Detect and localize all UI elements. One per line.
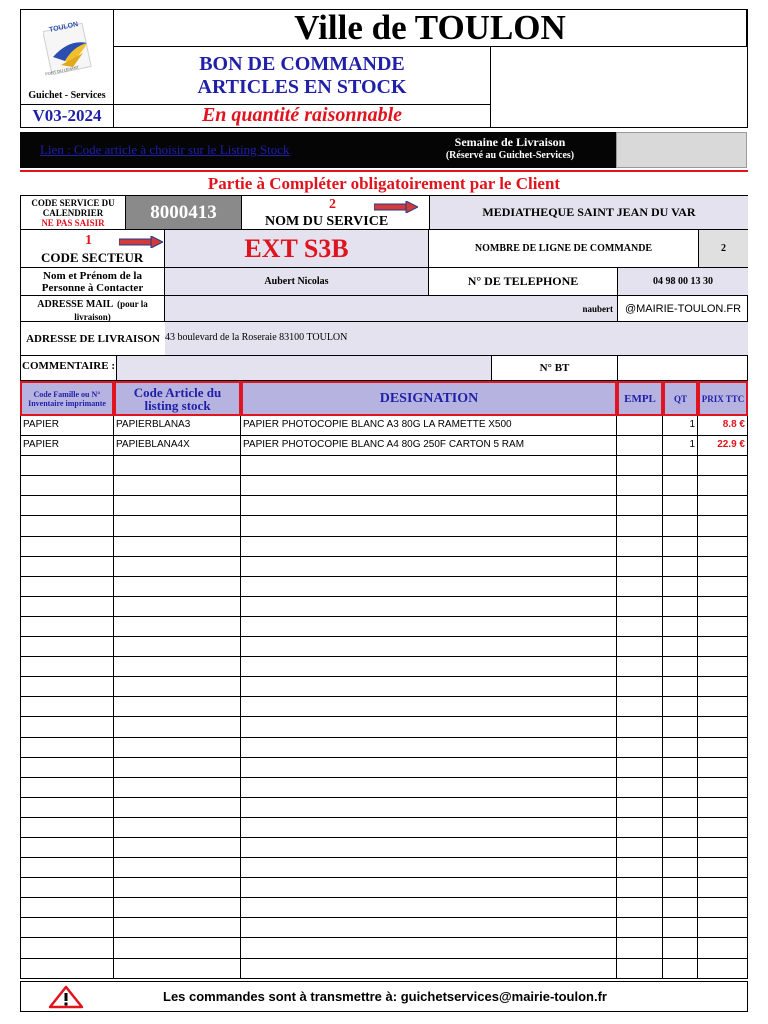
email-label-note: (pour la livraison) [74,299,148,322]
code-article-cell[interactable]: PAPIERBLANA3 [114,416,241,435]
table-row [20,657,748,677]
prix-cell[interactable] [698,918,748,937]
qt-cell[interactable] [663,637,698,656]
comment-label: COMMENTAIRE : [21,356,117,380]
table-row [20,738,748,758]
table-row [20,496,748,516]
code-article-cell[interactable] [114,697,241,716]
table-row [20,858,748,878]
column-header-famille: Code Famille ou N° Inventaire imprimante [20,381,114,416]
famille-cell[interactable] [20,898,114,917]
famille-cell[interactable] [20,878,114,897]
code-article-cell[interactable] [114,938,241,957]
designation-cell[interactable] [241,838,617,857]
prix-cell[interactable] [698,858,748,877]
code-article-cell[interactable] [114,918,241,937]
table-row [20,537,748,557]
column-header-prix: PRIX TTC [698,381,748,416]
table-row [20,577,748,597]
famille-cell[interactable] [20,617,114,636]
address-label: ADRESSE DE LIVRAISON [21,322,165,356]
code-article-cell[interactable] [114,537,241,556]
table-row [20,456,748,476]
table-row [20,838,748,858]
qt-cell[interactable] [663,597,698,616]
table-row [20,476,748,496]
empl-cell[interactable] [617,758,663,777]
famille-cell[interactable] [20,717,114,736]
designation-cell[interactable] [241,537,617,556]
famille-cell[interactable] [20,476,114,495]
qt-cell[interactable] [663,959,698,978]
red-divider [20,170,748,172]
comment-input[interactable] [117,356,492,380]
famille-cell[interactable] [20,938,114,957]
empl-cell[interactable] [617,436,663,455]
designation-cell[interactable] [241,496,617,515]
code-article-cell[interactable] [114,878,241,897]
line-count-value[interactable]: 2 [699,230,748,268]
qt-cell[interactable] [663,717,698,736]
table-row [20,637,748,657]
designation-cell[interactable] [241,758,617,777]
prix-cell[interactable] [698,637,748,656]
empl-cell[interactable] [617,898,663,917]
designation-cell[interactable] [241,456,617,475]
famille-cell[interactable]: PAPIER [20,436,114,455]
empl-cell[interactable] [617,878,663,897]
email-user-field[interactable] [165,296,618,322]
table-row [20,677,748,697]
famille-cell[interactable] [20,818,114,837]
prix-cell[interactable]: 22.9 € [698,436,748,455]
empl-cell[interactable] [617,557,663,576]
designation-cell[interactable] [241,697,617,716]
table-row [20,697,748,717]
qt-cell[interactable] [663,617,698,636]
table-row [20,516,748,536]
prix-cell[interactable] [698,677,748,696]
code-article-cell[interactable] [114,838,241,857]
code-article-cell[interactable] [114,637,241,656]
qt-cell[interactable] [663,657,698,676]
qt-cell[interactable] [663,838,698,857]
empl-cell[interactable] [617,617,663,636]
prix-cell[interactable] [698,597,748,616]
table-header [20,381,748,416]
code-service-value: 8000413 [126,196,242,230]
right-border [747,9,748,128]
column-header-empl: EMPL [617,381,663,416]
stock-link-bar [20,132,616,168]
designation-cell[interactable] [241,778,617,797]
designation-cell[interactable] [241,959,617,978]
logo-tagline: PORT DU LEVANT [44,64,80,77]
prix-cell[interactable] [698,456,748,475]
designation-cell[interactable] [241,798,617,817]
document-subtitle: En quantité raisonnable [113,104,491,128]
contact-value[interactable]: Aubert Nicolas [165,268,429,296]
sector-value[interactable]: EXT S3B [165,230,429,268]
table-row [20,557,748,577]
prix-cell[interactable] [698,697,748,716]
footer [20,981,748,1012]
document-title-line1: BON DE COMMANDE [199,52,405,75]
famille-cell[interactable] [20,577,114,596]
famille-cell[interactable] [20,918,114,937]
empl-cell[interactable] [617,537,663,556]
prix-cell[interactable] [698,838,748,857]
delivery-week-note: (Réservé au Guichet-Services) [445,150,575,161]
qt-cell[interactable] [663,758,698,777]
famille-cell[interactable] [20,838,114,857]
designation-cell[interactable] [241,677,617,696]
email-domain: @MAIRIE-TOULON.FR [618,296,748,322]
delivery-week-input[interactable] [616,132,747,168]
sector-text: CODE SECTEUR [41,250,144,265]
delivery-week-label [410,136,610,162]
empl-cell[interactable] [617,959,663,978]
prix-cell[interactable] [698,898,748,917]
designation-cell[interactable] [241,738,617,757]
empl-cell[interactable] [617,677,663,696]
step-2-number: 2 [329,197,336,212]
qt-cell[interactable] [663,456,698,475]
service-name-label [242,196,429,230]
code-service-label [21,196,126,230]
table-row [20,758,748,778]
document-title-line2: ARTICLES EN STOCK [197,75,407,98]
prix-cell[interactable] [698,758,748,777]
famille-cell[interactable] [20,496,114,515]
famille-cell[interactable] [20,456,114,475]
designation-cell[interactable] [241,617,617,636]
code-article-cell[interactable] [114,818,241,837]
qt-cell[interactable] [663,677,698,696]
logo-text: TOULON [48,21,79,34]
qt-cell[interactable] [663,537,698,556]
contact-label: Nom et Prénom de la Personne à Contacter [21,268,165,296]
empl-cell[interactable] [617,798,663,817]
phone-label: N° DE TELEPHONE [429,268,618,296]
prix-cell[interactable] [698,557,748,576]
email-label [21,296,165,322]
famille-cell[interactable]: PAPIER [20,416,114,435]
empl-cell[interactable] [617,838,663,857]
famille-cell[interactable] [20,597,114,616]
qt-cell[interactable]: 1 [663,436,698,455]
code-article-cell[interactable] [114,778,241,797]
designation-cell[interactable] [241,938,617,957]
sector-label [21,230,165,268]
logo-cell [20,9,114,105]
prix-cell[interactable] [698,818,748,837]
line-count-label: NOMBRE DE LIGNE DE COMMANDE [429,230,699,268]
qt-cell[interactable] [663,858,698,877]
designation-cell[interactable]: PAPIER PHOTOCOPIE BLANC A4 80G 250F CARTON 5 RAM [241,436,617,455]
code-article-cell[interactable] [114,456,241,475]
arrow-right-icon [374,201,418,213]
famille-cell[interactable] [20,798,114,817]
service-name-value[interactable]: MEDIATHEQUE SAINT JEAN DU VAR [429,196,748,230]
email-user-value: naubert [582,304,613,314]
bt-input[interactable] [618,356,748,380]
famille-cell[interactable] [20,697,114,716]
column-header-designation: DESIGNATION [241,381,617,416]
document-title [113,47,491,105]
table-row [20,898,748,918]
phone-value[interactable]: 04 98 00 13 30 [618,268,748,296]
prix-cell[interactable] [698,496,748,515]
empl-cell[interactable] [617,496,663,515]
table-row [20,818,748,838]
code-article-cell[interactable] [114,516,241,535]
empl-cell[interactable] [617,938,663,957]
qt-cell[interactable] [663,938,698,957]
qt-cell[interactable] [663,878,698,897]
qt-cell[interactable] [663,557,698,576]
empl-cell[interactable] [617,456,663,475]
empl-cell[interactable] [617,577,663,596]
empl-cell[interactable] [617,738,663,757]
designation-cell[interactable] [241,818,617,837]
famille-cell[interactable] [20,758,114,777]
famille-cell[interactable] [20,657,114,676]
prix-cell[interactable] [698,738,748,757]
prix-cell[interactable] [698,938,748,957]
step-1-number: 1 [85,233,92,248]
qt-cell[interactable] [663,577,698,596]
empl-cell[interactable] [617,918,663,937]
code-article-cell[interactable] [114,858,241,877]
empl-cell[interactable] [617,476,663,495]
table-row [20,717,748,737]
famille-cell[interactable] [20,516,114,535]
code-article-cell[interactable] [114,657,241,676]
qt-cell[interactable] [663,738,698,757]
famille-cell[interactable] [20,738,114,757]
famille-cell[interactable] [20,557,114,576]
designation-cell[interactable] [241,717,617,736]
qt-cell[interactable] [663,476,698,495]
client-section-title: Partie à Compléter obligatoirement par le Client [207,174,561,193]
qt-cell[interactable] [663,697,698,716]
table-row [20,798,748,818]
prix-cell[interactable] [698,476,748,495]
empl-cell[interactable] [617,597,663,616]
designation-cell[interactable] [241,476,617,495]
code-article-cell[interactable] [114,496,241,515]
table-row [20,617,748,637]
qt-cell[interactable] [663,778,698,797]
qt-cell[interactable] [663,818,698,837]
qt-cell[interactable] [663,496,698,515]
empl-cell[interactable] [617,818,663,837]
header-blank-cell [490,47,747,128]
code-article-cell[interactable] [114,677,241,696]
empl-cell[interactable] [617,858,663,877]
designation-cell[interactable] [241,637,617,656]
code-article-cell[interactable] [114,557,241,576]
code-article-cell[interactable] [114,577,241,596]
prix-cell[interactable] [698,657,748,676]
arrow-right-icon [119,236,163,248]
stock-listing-link[interactable]: Lien : Code article à choisir sur le Listing Stock [40,142,290,157]
empl-cell[interactable] [617,778,663,797]
qt-cell[interactable] [663,798,698,817]
qt-cell[interactable] [663,918,698,937]
column-header-code: Code Article du listing stock [114,381,241,416]
code-article-cell[interactable] [114,798,241,817]
empl-cell[interactable] [617,416,663,435]
qt-cell[interactable] [663,516,698,535]
order-table [20,381,748,981]
address-field[interactable] [165,322,748,356]
table-row [20,959,748,979]
famille-cell[interactable] [20,637,114,656]
address-value: 43 boulevard de la Roseraie 83100 TOULON [165,332,348,343]
table-row [20,597,748,617]
empl-cell[interactable] [617,657,663,676]
code-article-cell[interactable] [114,717,241,736]
delivery-week-title: Semaine de Livraison [454,135,566,149]
column-header-qt: QT [663,381,698,416]
qt-cell[interactable] [663,898,698,917]
prix-cell[interactable] [698,878,748,897]
table-row [20,436,748,456]
table-body [20,416,748,979]
designation-cell[interactable] [241,918,617,937]
famille-cell[interactable] [20,959,114,978]
designation-cell[interactable] [241,657,617,676]
prix-cell[interactable] [698,516,748,535]
version-label: V03-2024 [20,104,114,128]
famille-cell[interactable] [20,858,114,877]
code-article-cell[interactable] [114,959,241,978]
famille-cell[interactable] [20,677,114,696]
code-article-cell[interactable] [114,617,241,636]
code-article-cell[interactable] [114,476,241,495]
prix-cell[interactable] [698,537,748,556]
code-service-text: CODE SERVICE DU CALENDRIER [31,197,115,218]
empl-cell[interactable] [617,717,663,736]
email-label-text: ADRESSE MAIL [37,299,114,310]
prix-cell[interactable] [698,577,748,596]
designation-cell[interactable] [241,516,617,535]
service-name-text: NOM DU SERVICE [265,214,389,229]
guichet-services-label: Guichet - Services [28,90,106,101]
famille-cell[interactable] [20,537,114,556]
table-row [20,938,748,958]
client-info-grid [20,195,748,381]
bt-label: N° BT [492,356,618,380]
designation-cell[interactable] [241,898,617,917]
code-article-cell[interactable] [114,758,241,777]
designation-cell[interactable] [241,878,617,897]
empl-cell[interactable] [617,637,663,656]
prix-cell[interactable] [698,798,748,817]
page-title: Ville de TOULON [113,9,747,47]
prix-cell[interactable]: 8.8 € [698,416,748,435]
table-row [20,778,748,798]
designation-cell[interactable]: PAPIER PHOTOCOPIE BLANC A3 80G LA RAMETTE X500 [241,416,617,435]
qt-cell[interactable]: 1 [663,416,698,435]
empl-cell[interactable] [617,697,663,716]
designation-cell[interactable] [241,557,617,576]
code-article-cell[interactable] [114,898,241,917]
table-row [20,918,748,938]
designation-cell[interactable] [241,577,617,596]
designation-cell[interactable] [241,858,617,877]
prix-cell[interactable] [698,717,748,736]
empl-cell[interactable] [617,516,663,535]
code-article-cell[interactable] [114,738,241,757]
table-row [20,878,748,898]
code-article-cell[interactable]: PAPIEBLANA4X [114,436,241,455]
designation-cell[interactable] [241,597,617,616]
prix-cell[interactable] [698,778,748,797]
prix-cell[interactable] [698,617,748,636]
code-article-cell[interactable] [114,597,241,616]
footer-instructions: Les commandes sont à transmettre à: guichetservices@mairie-toulon.fr [163,989,607,1004]
prix-cell[interactable] [698,959,748,978]
famille-cell[interactable] [20,778,114,797]
code-service-note: NE PAS SAISIR [41,217,105,228]
table-row [20,416,748,436]
